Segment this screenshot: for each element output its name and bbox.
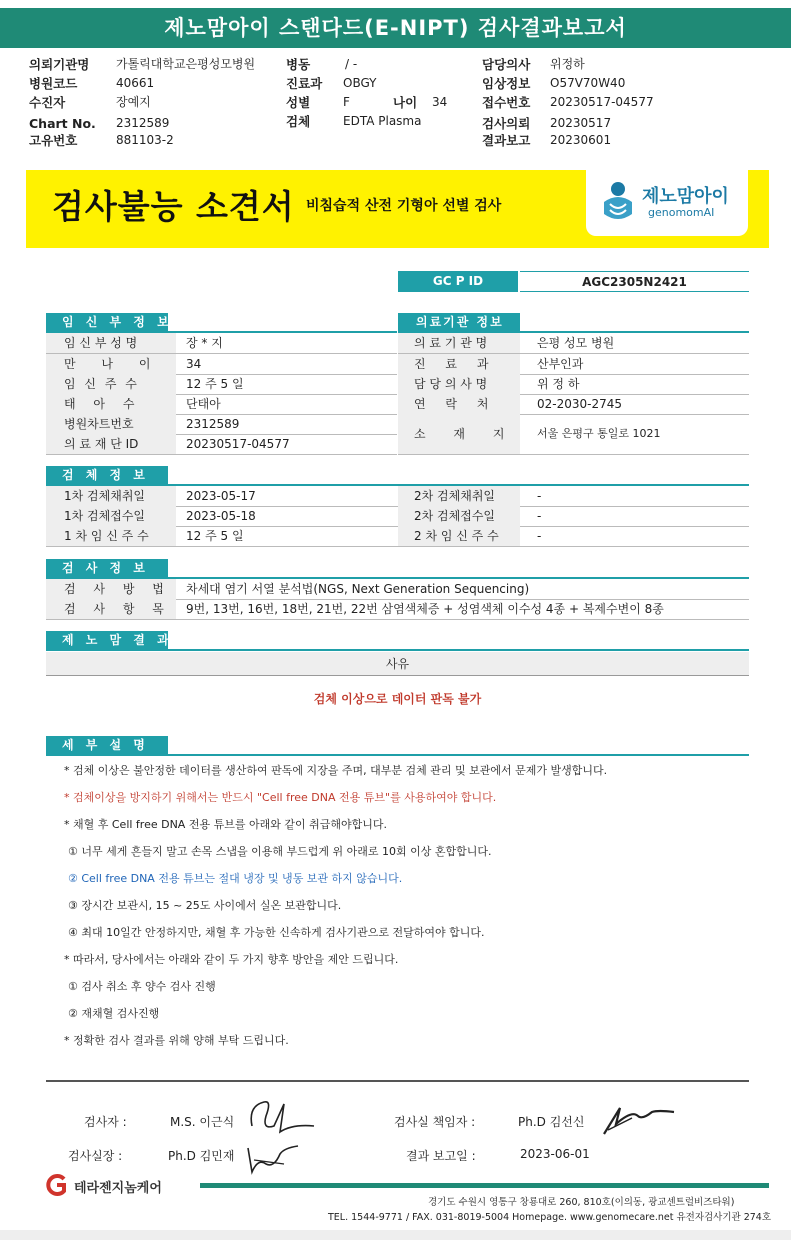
clinical-info-label: 임상정보 xyxy=(482,76,531,91)
foundation-id-value: 20230517-04577 xyxy=(186,437,290,451)
hospital-chart-value: 2312589 xyxy=(186,417,240,431)
detail-section-line xyxy=(46,754,749,756)
department-label: 진료과 xyxy=(286,76,323,91)
report-title: 제노맘아이 스탠다드(E-NIPT) 검사결과보고서 xyxy=(0,8,791,48)
chart-no-value: 2312589 xyxy=(116,116,170,130)
sex-label: 성별 xyxy=(286,95,311,110)
banner xyxy=(26,170,769,248)
page-bottom-edge xyxy=(0,1230,791,1240)
unique-no-label: 고유번호 xyxy=(29,133,78,148)
hospital-code-label: 병원코드 xyxy=(29,76,78,91)
receipt-no-value: 20230517-04577 xyxy=(550,95,654,109)
footer-bar xyxy=(200,1183,769,1188)
footer-address: 경기도 수원시 영통구 창룡대로 260, 810호(이의동, 광교센트럴비즈타워) xyxy=(428,1197,735,1208)
row-divider xyxy=(46,546,749,547)
footer-contact: TEL. 1544-9771 / FAX. 031-8019-5004 Homepage. www.genomecare.net 유전자검사기관 274호 xyxy=(328,1212,772,1223)
chart-no-label: Chart No. xyxy=(29,116,96,131)
clinic-dept-value: 산부인과 xyxy=(537,357,584,371)
gcp-id-value: AGC2305N2421 xyxy=(520,271,749,292)
patient-value: 장예지 xyxy=(116,95,151,109)
second-receipt-label: 2차 검체접수일 xyxy=(398,506,520,526)
hospital-chart-label: 병원차트번호 xyxy=(46,414,176,434)
director-signature xyxy=(244,1138,304,1178)
banner-subtitle: 비침습적 산전 기형아 선별 검사 xyxy=(306,198,502,214)
report-date-sig-value: 2023-06-01 xyxy=(520,1147,590,1161)
first-receipt-label: 1차 검체접수일 xyxy=(46,506,176,526)
detail-note: ④ 최대 10일간 안정하지만, 채혈 후 가능한 신속하게 검사기관으로 전달하여야 합니다. xyxy=(68,926,485,939)
detail-note: * 검체 이상은 불안정한 데이터를 생산하여 판독에 지장을 주며, 대부분 검체 관리 및 보관에서 문제가 발생합니다. xyxy=(64,764,608,777)
result-reason-header: 사유 xyxy=(46,652,749,676)
logo-korean-text: 제노맘아이 xyxy=(642,186,729,207)
signature-divider xyxy=(46,1080,749,1082)
receipt-no-label: 접수번호 xyxy=(482,95,531,110)
lab-head-signature xyxy=(598,1100,678,1140)
doctor-name-value: 위 정 하 xyxy=(537,377,580,391)
patient-section-title: 임 신 부 정 보 xyxy=(46,313,168,332)
specimen-label: 검체 xyxy=(286,114,311,129)
specimen-section-title: 검 체 정 보 xyxy=(46,466,168,485)
pregnant-name-label: 임 신 부 성 명 xyxy=(46,333,176,353)
ward-label: 병동 xyxy=(286,57,311,72)
doctor-label: 담당의사 xyxy=(482,57,531,72)
second-collection-label: 2차 검체채취일 xyxy=(398,486,520,506)
terragen-logo-icon xyxy=(44,1174,70,1196)
detail-note: ③ 장시간 보관시, 15 ~ 25도 사이에서 실온 보관합니다. xyxy=(68,899,342,912)
result-section-title: 제 노 맘 결 과 xyxy=(46,631,168,650)
gestation-label: 임 신 주 수 xyxy=(46,374,176,394)
genomom-logo xyxy=(586,170,748,236)
first-gestation-value: 12 주 5 일 xyxy=(186,529,244,543)
institution-name-label: 의 료 기 관 명 xyxy=(398,333,520,353)
detail-note: * 채혈 후 Cell free DNA 전용 튜브를 아래와 같이 취급해야합니다. xyxy=(64,818,387,831)
institution-name-value: 은평 성모 병원 xyxy=(537,336,615,350)
second-gestation-value: - xyxy=(537,529,542,543)
doctor-name-label: 담 당 의 사 명 xyxy=(398,374,520,394)
clinic-dept-label: 진 료 과 xyxy=(398,354,520,374)
age-value: 34 xyxy=(432,95,448,109)
patient-label: 수진자 xyxy=(29,95,66,110)
terragen-logo xyxy=(44,1174,70,1196)
detail-note: ② Cell free DNA 전용 튜브는 절대 냉장 및 냉동 보관 하지 않습니다. xyxy=(68,872,403,885)
hospital-section-title: 의료기관 정보 xyxy=(398,313,520,332)
lab-head-label: 검사실 책임자 : xyxy=(394,1115,476,1129)
first-gestation-label: 1 차 임 신 주 수 xyxy=(46,526,176,546)
hospital-name-value: 가톨릭대학교은평성모병원 xyxy=(116,57,256,71)
request-date-label: 검사의뢰 xyxy=(482,116,531,131)
clinical-info-value: O57V70W40 xyxy=(550,76,626,90)
detail-section-title: 세 부 설 명 xyxy=(46,736,168,755)
second-collection-value: - xyxy=(537,489,542,503)
detail-note: * 정확한 검사 결과를 위해 양해 부탁 드립니다. xyxy=(64,1034,289,1047)
age-row-label: 만 나 이 xyxy=(46,354,176,374)
gestation-value: 12 주 5 일 xyxy=(186,377,244,391)
hospital-name-label: 의뢰기관명 xyxy=(29,57,90,72)
address-label: 소 재 지 xyxy=(398,414,520,454)
test-items-label: 검 사 항 목 xyxy=(46,599,176,619)
fetus-count-value: 단태아 xyxy=(186,397,221,411)
first-receipt-value: 2023-05-18 xyxy=(186,509,256,523)
ward-value: / - xyxy=(345,57,358,71)
result-section-line xyxy=(46,649,749,651)
request-date-value: 20230517 xyxy=(550,116,612,130)
director-name: Ph.D 김민재 xyxy=(168,1149,235,1163)
report-date-label: 결과보고 xyxy=(482,133,531,148)
detail-note: ① 검사 취소 후 양수 검사 진행 xyxy=(68,980,216,993)
row-divider xyxy=(398,454,749,455)
lab-head-name: Ph.D 김선신 xyxy=(518,1115,585,1129)
director-label: 검사실장 : xyxy=(68,1149,123,1163)
pregnant-name-value: 장 * 지 xyxy=(186,336,223,350)
test-section-title: 검 사 정 보 xyxy=(46,559,168,578)
address-value: 서울 은평구 통일로 1021 xyxy=(537,427,661,440)
detail-note: * 검체이상을 방지하기 위해서는 반드시 "Cell free DNA 전용 튜브"를 사용하여야 합니다. xyxy=(64,791,497,804)
sex-value: F xyxy=(343,95,350,109)
specimen-value: EDTA Plasma xyxy=(343,114,422,128)
report-date-value: 20230601 xyxy=(550,133,612,147)
detail-note: ① 너무 세게 흔들지 말고 손목 스냅을 이용해 부드럽게 위 아래로 10회 이상 혼합합니다. xyxy=(68,845,492,858)
test-items-value: 9번, 13번, 16번, 18번, 21번, 22번 삼염색체증 + 성염색체 이수성 4종 + 복제수변이 8종 xyxy=(186,602,664,616)
first-collection-value: 2023-05-17 xyxy=(186,489,256,503)
logo-english-text: genomomAI xyxy=(648,206,715,219)
doctor-value: 위정하 xyxy=(550,57,585,71)
test-method-value: 차세대 염기 서열 분석법(NGS, Next Generation Sequencing) xyxy=(186,582,530,596)
second-receipt-value: - xyxy=(537,509,542,523)
foundation-id-label: 의 료 재 단 ID xyxy=(46,434,176,454)
fetus-count-label: 태 아 수 xyxy=(46,394,176,414)
row-divider xyxy=(46,454,397,455)
age-row-value: 34 xyxy=(186,357,202,371)
test-method-label: 검 사 방 법 xyxy=(46,579,176,599)
tester-signature xyxy=(244,1096,318,1138)
footer-company: 테라젠지놈케어 xyxy=(74,1181,162,1196)
row-divider xyxy=(46,619,749,620)
report-date-sig-label: 결과 보고일 : xyxy=(406,1149,476,1163)
detail-note: ② 재채혈 검사진행 xyxy=(68,1007,160,1020)
department-value: OBGY xyxy=(343,76,377,90)
tester-name: M.S. 이근식 xyxy=(170,1115,235,1129)
unique-no-value: 881103-2 xyxy=(116,133,174,147)
gcp-id-label: GC P ID xyxy=(398,271,518,292)
contact-label: 연 락 처 xyxy=(398,394,520,414)
contact-value: 02-2030-2745 xyxy=(537,397,623,411)
hospital-code-value: 40661 xyxy=(116,76,155,90)
result-reason-text: 검체 이상으로 데이터 판독 불가 xyxy=(313,692,482,706)
age-label: 나이 xyxy=(393,95,418,110)
genomom-logo-icon xyxy=(598,180,638,224)
tester-label: 검사자 : xyxy=(84,1115,127,1129)
banner-title: 검사불능 소견서 xyxy=(52,187,295,226)
second-gestation-label: 2 차 임 신 주 수 xyxy=(398,526,520,546)
first-collection-label: 1차 검체채취일 xyxy=(46,486,176,506)
detail-note: * 따라서, 당사에서는 아래와 같이 두 가지 향후 방안을 제안 드립니다. xyxy=(64,953,399,966)
